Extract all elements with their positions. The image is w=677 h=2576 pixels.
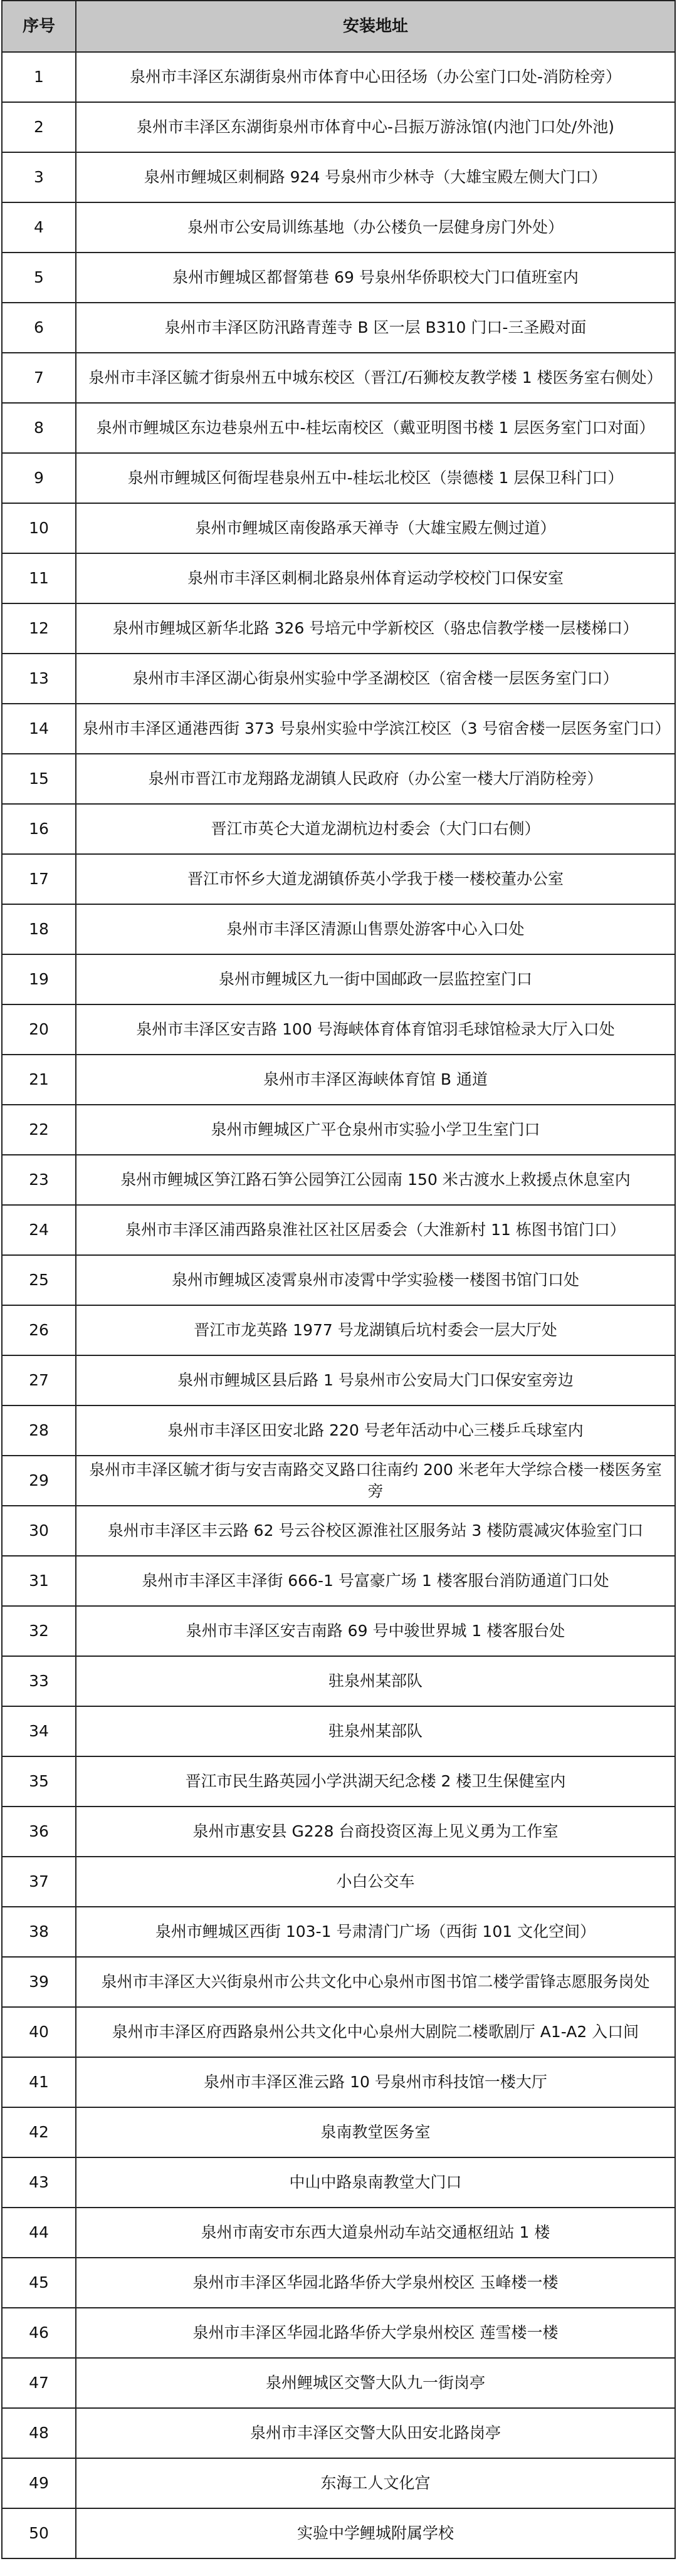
header-address: 安装地址	[76, 1, 675, 52]
row-index: 45	[2, 2258, 76, 2308]
table-row	[2, 303, 675, 353]
table-row	[2, 1205, 675, 1255]
header-index: 序号	[2, 1, 76, 52]
table-row	[2, 804, 675, 854]
row-index: 35	[2, 1756, 76, 1807]
row-index: 6	[2, 303, 76, 353]
row-index: 18	[2, 904, 76, 954]
row-address: 泉州市丰泽区湖心街泉州实验中学圣湖校区（宿舍楼一层医务室门口）	[76, 654, 675, 704]
row-address: 泉州市丰泽区华园北路华侨大学泉州校区 莲雪楼一楼	[76, 2308, 675, 2358]
row-address: 泉州市鲤城区都督第巷 69 号泉州华侨职校大门口值班室内	[76, 253, 675, 303]
table-row	[2, 1405, 675, 1456]
row-address: 泉州市丰泽区毓才街泉州五中城东校区（晋江/石狮校友教学楼 1 楼医务室右侧处）	[76, 353, 675, 403]
table-row	[2, 1506, 675, 1556]
row-address: 泉州市丰泽区刺桐北路泉州体育运动学校校门口保安室	[76, 553, 675, 603]
row-index: 23	[2, 1155, 76, 1205]
table-row	[2, 353, 675, 403]
row-index: 7	[2, 353, 76, 403]
table-row	[2, 2157, 675, 2208]
table-row	[2, 1756, 675, 1807]
table-row	[2, 2458, 675, 2508]
row-index: 40	[2, 2007, 76, 2057]
row-index: 28	[2, 1405, 76, 1456]
table-row	[2, 1255, 675, 1305]
row-address: 小白公交车	[76, 1857, 675, 1907]
table-row	[2, 904, 675, 954]
table-row	[2, 1556, 675, 1606]
row-address: 泉州市鲤城区笋江路石笋公园笋江公园南 150 米古渡水上救援点休息室内	[76, 1155, 675, 1205]
row-index: 44	[2, 2208, 76, 2258]
row-index: 29	[2, 1456, 76, 1506]
table-row	[2, 1055, 675, 1105]
table-row	[2, 1456, 675, 1506]
row-address: 泉州市丰泽区大兴街泉州市公共文化中心泉州市图书馆二楼学雷锋志愿服务岗处	[76, 1957, 675, 2007]
row-address: 晋江市民生路英园小学洪湖天纪念楼 2 楼卫生保健室内	[76, 1756, 675, 1807]
row-address: 泉州鲤城区交警大队九一街岗亭	[76, 2358, 675, 2408]
row-index: 22	[2, 1105, 76, 1155]
row-address: 驻泉州某部队	[76, 1656, 675, 1706]
row-address: 泉州市鲤城区广平仓泉州市实验小学卫生室门口	[76, 1105, 675, 1155]
table-row	[2, 2408, 675, 2458]
row-address: 泉州市丰泽区丰泽街 666-1 号富豪广场 1 楼客服台消防通道门口处	[76, 1556, 675, 1606]
row-index: 34	[2, 1706, 76, 1756]
table-row	[2, 2508, 675, 2558]
row-address: 泉州市鲤城区九一街中国邮政一层监控室门口	[76, 954, 675, 1004]
row-address: 泉州市鲤城区何衙埕巷泉州五中-桂坛北校区（崇德楼 1 层保卫科门口）	[76, 453, 675, 503]
row-address: 晋江市英仑大道龙湖杭边村委会（大门口右侧）	[76, 804, 675, 854]
row-index: 33	[2, 1656, 76, 1706]
table-row	[2, 1355, 675, 1405]
row-index: 11	[2, 553, 76, 603]
row-index: 15	[2, 754, 76, 804]
row-address: 泉南教堂医务室	[76, 2107, 675, 2157]
table-row	[2, 603, 675, 654]
row-address: 泉州市晋江市龙翔路龙湖镇人民政府（办公室一楼大厅消防栓旁）	[76, 754, 675, 804]
row-index: 47	[2, 2358, 76, 2408]
row-address: 泉州市丰泽区华园北路华侨大学泉州校区 玉峰楼一楼	[76, 2258, 675, 2308]
row-index: 16	[2, 804, 76, 854]
row-index: 37	[2, 1857, 76, 1907]
table-row	[2, 1656, 675, 1706]
row-address: 泉州市南安市东西大道泉州动车站交通枢纽站 1 楼	[76, 2208, 675, 2258]
row-index: 46	[2, 2308, 76, 2358]
row-address: 泉州市丰泽区防汛路青莲寺 B 区一层 B310 门口-三圣殿对面	[76, 303, 675, 353]
row-address: 驻泉州某部队	[76, 1706, 675, 1756]
row-index: 21	[2, 1055, 76, 1105]
row-address: 泉州市丰泽区通港西街 373 号泉州实验中学滨江校区（3 号宿舍楼一层医务室门口）	[76, 704, 675, 754]
row-index: 31	[2, 1556, 76, 1606]
row-index: 13	[2, 654, 76, 704]
table-row	[2, 854, 675, 904]
table-row	[2, 1606, 675, 1656]
row-address: 中山中路泉南教堂大门口	[76, 2157, 675, 2208]
row-address: 泉州市鲤城区刺桐路 924 号泉州市少林寺（大雄宝殿左侧大门口）	[76, 152, 675, 202]
row-address: 泉州市惠安县 G228 台商投资区海上见义勇为工作室	[76, 1807, 675, 1857]
row-address: 东海工人文化宫	[76, 2458, 675, 2508]
row-index: 43	[2, 2157, 76, 2208]
row-index: 49	[2, 2458, 76, 2508]
row-address: 泉州市鲤城区凌霄泉州市凌霄中学实验楼一楼图书馆门口处	[76, 1255, 675, 1305]
row-index: 38	[2, 1907, 76, 1957]
table-row	[2, 2258, 675, 2308]
table-row	[2, 704, 675, 754]
row-index: 42	[2, 2107, 76, 2157]
row-index: 30	[2, 1506, 76, 1556]
table-row	[2, 52, 675, 102]
row-index: 27	[2, 1355, 76, 1405]
table-row	[2, 2057, 675, 2107]
table-row	[2, 453, 675, 503]
row-address: 泉州市鲤城区南俊路承天禅寺（大雄宝殿左侧过道）	[76, 503, 675, 553]
row-index: 12	[2, 603, 76, 654]
row-address: 泉州市丰泽区安吉南路 69 号中骏世界城 1 楼客服台处	[76, 1606, 675, 1656]
table-row	[2, 754, 675, 804]
row-index: 24	[2, 1205, 76, 1255]
table-row	[2, 152, 675, 202]
row-address: 泉州市丰泽区东湖街泉州市体育中心田径场（办公室门口处-消防栓旁）	[76, 52, 675, 102]
row-index: 2	[2, 102, 76, 152]
row-index: 5	[2, 253, 76, 303]
row-index: 48	[2, 2408, 76, 2458]
row-address: 泉州市丰泽区交警大队田安北路岗亭	[76, 2408, 675, 2458]
header-row	[2, 1, 675, 52]
table-row	[2, 202, 675, 253]
table-row	[2, 1004, 675, 1055]
row-index: 32	[2, 1606, 76, 1656]
row-address: 晋江市龙英路 1977 号龙湖镇后坑村委会一层大厅处	[76, 1305, 675, 1355]
row-address: 泉州市鲤城区东边巷泉州五中-桂坛南校区（戴亚明图书楼 1 层医务室门口对面）	[76, 403, 675, 453]
row-address: 泉州市丰泽区浦西路泉淮社区社区居委会（大淮新村 11 栋图书馆门口）	[76, 1205, 675, 1255]
row-index: 10	[2, 503, 76, 553]
table-row	[2, 1807, 675, 1857]
row-address: 实验中学鲤城附属学校	[76, 2508, 675, 2558]
row-address: 泉州市鲤城区新华北路 326 号培元中学新校区（骆忠信教学楼一层楼梯口）	[76, 603, 675, 654]
row-index: 1	[2, 52, 76, 102]
row-index: 8	[2, 403, 76, 453]
row-address: 晋江市怀乡大道龙湖镇侨英小学我于楼一楼校董办公室	[76, 854, 675, 904]
row-address: 泉州市丰泽区淮云路 10 号泉州市科技馆一楼大厅	[76, 2057, 675, 2107]
aed-location-table	[1, 0, 676, 2559]
row-address: 泉州市丰泽区东湖街泉州市体育中心-吕振万游泳馆(内池门口处/外池)	[76, 102, 675, 152]
row-index: 36	[2, 1807, 76, 1857]
row-index: 26	[2, 1305, 76, 1355]
table-row	[2, 1305, 675, 1355]
row-address: 泉州市公安局训练基地（办公楼负一层健身房门外处）	[76, 202, 675, 253]
row-index: 25	[2, 1255, 76, 1305]
table-row	[2, 503, 675, 553]
table-row	[2, 654, 675, 704]
row-index: 4	[2, 202, 76, 253]
table-row	[2, 403, 675, 453]
table-row	[2, 2007, 675, 2057]
table-row	[2, 2107, 675, 2157]
row-address: 泉州市丰泽区清源山售票处游客中心入口处	[76, 904, 675, 954]
row-index: 9	[2, 453, 76, 503]
table-row	[2, 553, 675, 603]
table-row	[2, 2308, 675, 2358]
row-index: 41	[2, 2057, 76, 2107]
table-row	[2, 253, 675, 303]
row-address: 泉州市丰泽区丰云路 62 号云谷校区源淮社区服务站 3 楼防震减灾体验室门口	[76, 1506, 675, 1556]
row-index: 50	[2, 2508, 76, 2558]
row-index: 39	[2, 1957, 76, 2007]
table-body	[2, 52, 675, 2558]
table-row	[2, 1105, 675, 1155]
row-address: 泉州市鲤城区县后路 1 号泉州市公安局大门口保安室旁边	[76, 1355, 675, 1405]
row-address: 泉州市丰泽区毓才街与安吉南路交叉路口往南约 200 米老年大学综合楼一楼医务室旁	[76, 1456, 675, 1506]
table-row	[2, 2208, 675, 2258]
table-row	[2, 954, 675, 1004]
row-index: 19	[2, 954, 76, 1004]
table-row	[2, 1155, 675, 1205]
table-row	[2, 2358, 675, 2408]
table-row	[2, 1907, 675, 1957]
row-address: 泉州市丰泽区海峡体育馆 B 通道	[76, 1055, 675, 1105]
table-row	[2, 1857, 675, 1907]
row-index: 20	[2, 1004, 76, 1055]
row-address: 泉州市丰泽区府西路泉州公共文化中心泉州大剧院二楼歌剧厅 A1-A2 入口间	[76, 2007, 675, 2057]
row-index: 14	[2, 704, 76, 754]
table-row	[2, 1957, 675, 2007]
row-index: 17	[2, 854, 76, 904]
table-row	[2, 102, 675, 152]
row-address: 泉州市鲤城区西街 103-1 号肃清门广场（西街 101 文化空间）	[76, 1907, 675, 1957]
row-address: 泉州市丰泽区田安北路 220 号老年活动中心三楼乒乓球室内	[76, 1405, 675, 1456]
row-index: 3	[2, 152, 76, 202]
table-row	[2, 1706, 675, 1756]
row-address: 泉州市丰泽区安吉路 100 号海峡体育体育馆羽毛球馆检录大厅入口处	[76, 1004, 675, 1055]
